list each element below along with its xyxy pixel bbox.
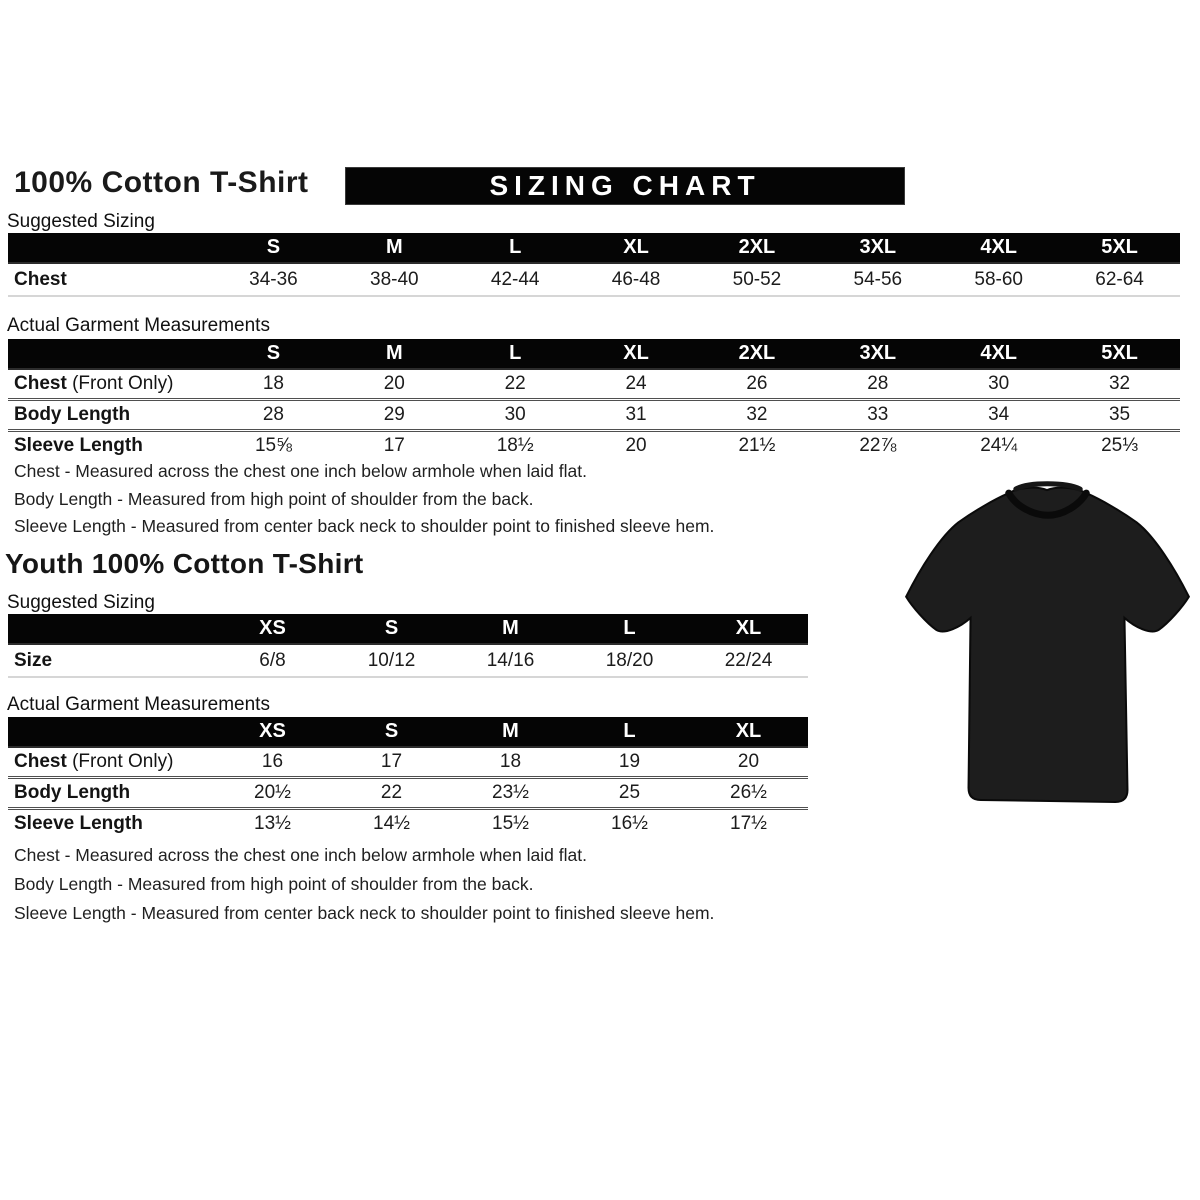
tshirt-body (906, 488, 1189, 802)
youth-suggested-sizing-table (8, 614, 808, 678)
table-row (8, 429, 1180, 460)
column-header-l: L (623, 720, 636, 742)
tshirt-product-photo (896, 476, 1198, 808)
measurement-cell: 20½ (254, 782, 291, 803)
column-header-s: S (266, 342, 281, 364)
measurement-cell: 38-40 (370, 268, 419, 290)
column-header-s: S (266, 236, 281, 258)
measurement-cell: 35 (1108, 404, 1131, 425)
measurement-cell: 15½ (492, 813, 529, 834)
table-row (8, 748, 808, 776)
measurement-cell: 22⅞ (859, 435, 897, 456)
measurement-cell: 6/8 (259, 649, 286, 671)
table-header-row (8, 614, 808, 645)
measurement-cell: 28 (867, 373, 889, 394)
table-row (8, 264, 1180, 297)
table-header-row (8, 717, 808, 748)
column-header-xl: XL (623, 236, 649, 258)
youth-measurement-notes (14, 841, 714, 928)
measurement-cell: 10/12 (367, 649, 416, 671)
column-header-4xl: 4XL (980, 342, 1018, 364)
measurement-cell: 17½ (730, 813, 767, 834)
measurement-cell: 34 (988, 404, 1010, 425)
table-row (8, 370, 1180, 398)
measurement-cell: 14/16 (486, 649, 535, 671)
row-label: Sleeve Length (14, 813, 143, 834)
column-header-2xl: 2XL (738, 342, 776, 364)
measurement-cell: 24¼ (980, 435, 1018, 456)
youth-actual-measurements-table (8, 717, 808, 838)
note-chest: Chest - Measured across the chest one inch below armhole when laid flat. (14, 461, 587, 481)
row-label: Body Length (14, 404, 131, 425)
youth-suggested-sizing-label: Suggested Sizing (7, 592, 155, 613)
column-header-m: M (502, 617, 519, 639)
measurement-cell: 20 (383, 373, 405, 394)
column-header-m: M (385, 236, 403, 258)
column-header-m: M (502, 720, 519, 742)
measurement-cell: 18 (499, 751, 522, 772)
column-header-2xl: 2XL (738, 236, 776, 258)
column-header-l: L (509, 342, 522, 364)
sizing-chart-banner-text: SIZING CHART (489, 170, 761, 201)
measurement-cell: 22 (504, 373, 526, 394)
measurement-cell: 22/24 (724, 649, 773, 671)
row-label: Chest (Front Only) (14, 751, 174, 772)
table-row (8, 776, 808, 807)
row-label: Chest (Front Only) (14, 373, 174, 394)
measurement-cell: 18½ (496, 435, 534, 456)
table-header-row (8, 233, 1180, 264)
measurement-cell: 19 (618, 751, 641, 772)
measurement-cell: 50-52 (732, 268, 782, 290)
measurement-cell: 42-44 (490, 268, 540, 290)
note-sleeve-length: Sleeve Length - Measured from center back neck to shoulder point to finished sleeve hem. (14, 903, 715, 923)
table-row (8, 398, 1180, 429)
column-header-5xl: 5XL (1101, 342, 1138, 364)
column-header-4xl: 4XL (980, 236, 1018, 258)
measurement-cell: 32 (1108, 373, 1131, 394)
row-label: Size (14, 649, 53, 671)
column-header-xl: XL (735, 720, 762, 742)
column-header-xs: XS (259, 720, 286, 742)
column-header-xl: XL (735, 617, 762, 639)
table-header-row (8, 339, 1180, 370)
measurement-cell: 17 (380, 751, 403, 772)
measurement-cell: 28 (262, 404, 284, 425)
measurement-cell: 21½ (738, 435, 776, 456)
note-body-length: Body Length - Measured from high point of shoulder from the back. (14, 874, 534, 894)
column-header-l: L (509, 236, 522, 258)
measurement-cell: 23½ (492, 782, 529, 803)
measurement-cell: 20 (737, 751, 760, 772)
measurement-cell: 26½ (730, 782, 767, 803)
measurement-cell: 31 (625, 404, 647, 425)
sizing-chart-banner (345, 167, 905, 205)
measurement-cell: 25⅓ (1101, 435, 1139, 456)
adult-suggested-sizing-label: Suggested Sizing (7, 211, 155, 232)
note-sleeve-length: Sleeve Length - Measured from center back neck to shoulder point to finished sleeve hem. (14, 516, 715, 536)
column-header-3xl: 3XL (859, 236, 897, 258)
measurement-cell: 17 (383, 435, 405, 456)
column-header-xl: XL (623, 342, 649, 364)
measurement-cell: 30 (988, 373, 1010, 394)
column-header-l: L (623, 617, 636, 639)
table-row (8, 645, 808, 678)
measurement-cell: 16½ (611, 813, 648, 834)
column-header-m: M (385, 342, 403, 364)
measurement-cell: 58-60 (974, 268, 1023, 290)
measurement-cell: 16 (261, 751, 284, 772)
measurement-cell: 18/20 (605, 649, 654, 671)
measurement-cell: 34-36 (249, 268, 298, 290)
row-label: Chest (14, 268, 67, 290)
adult-actual-measurements-label: Actual Garment Measurements (7, 315, 270, 336)
measurement-cell: 26 (746, 373, 768, 394)
measurement-cell: 13½ (254, 813, 291, 834)
measurement-cell: 30 (504, 404, 526, 425)
measurement-cell: 29 (383, 404, 405, 425)
measurement-cell: 62-64 (1095, 268, 1144, 290)
measurement-cell: 25 (618, 782, 641, 803)
column-header-s: S (384, 720, 399, 742)
measurement-cell: 20 (625, 435, 647, 456)
measurement-cell: 46-48 (611, 268, 661, 290)
table-row (8, 807, 808, 838)
measurement-cell: 15⅝ (254, 435, 292, 456)
column-header-3xl: 3XL (859, 342, 897, 364)
youth-section-title: Youth 100% Cotton T-Shirt (5, 548, 364, 579)
row-label: Body Length (14, 782, 131, 803)
adult-measurement-notes (14, 458, 714, 541)
measurement-cell: 54-56 (853, 268, 903, 290)
row-label: Sleeve Length (14, 435, 143, 456)
adult-section-title: 100% Cotton T-Shirt (14, 166, 309, 199)
note-chest: Chest - Measured across the chest one inch below armhole when laid flat. (14, 845, 587, 865)
note-body-length: Body Length - Measured from high point of shoulder from the back. (14, 488, 534, 509)
measurement-cell: 32 (746, 404, 768, 425)
adult-suggested-sizing-table (8, 233, 1180, 297)
measurement-cell: 14½ (373, 813, 410, 834)
measurement-cell: 24 (625, 373, 647, 394)
adult-actual-measurements-table (8, 339, 1180, 460)
measurement-cell: 33 (867, 404, 889, 425)
youth-actual-measurements-label: Actual Garment Measurements (7, 694, 270, 715)
measurement-cell: 22 (380, 782, 403, 803)
tshirt-image (896, 476, 1198, 808)
measurement-cell: 18 (262, 373, 284, 394)
column-header-s: S (384, 617, 399, 639)
column-header-5xl: 5XL (1101, 236, 1138, 258)
column-header-xs: XS (259, 617, 286, 639)
